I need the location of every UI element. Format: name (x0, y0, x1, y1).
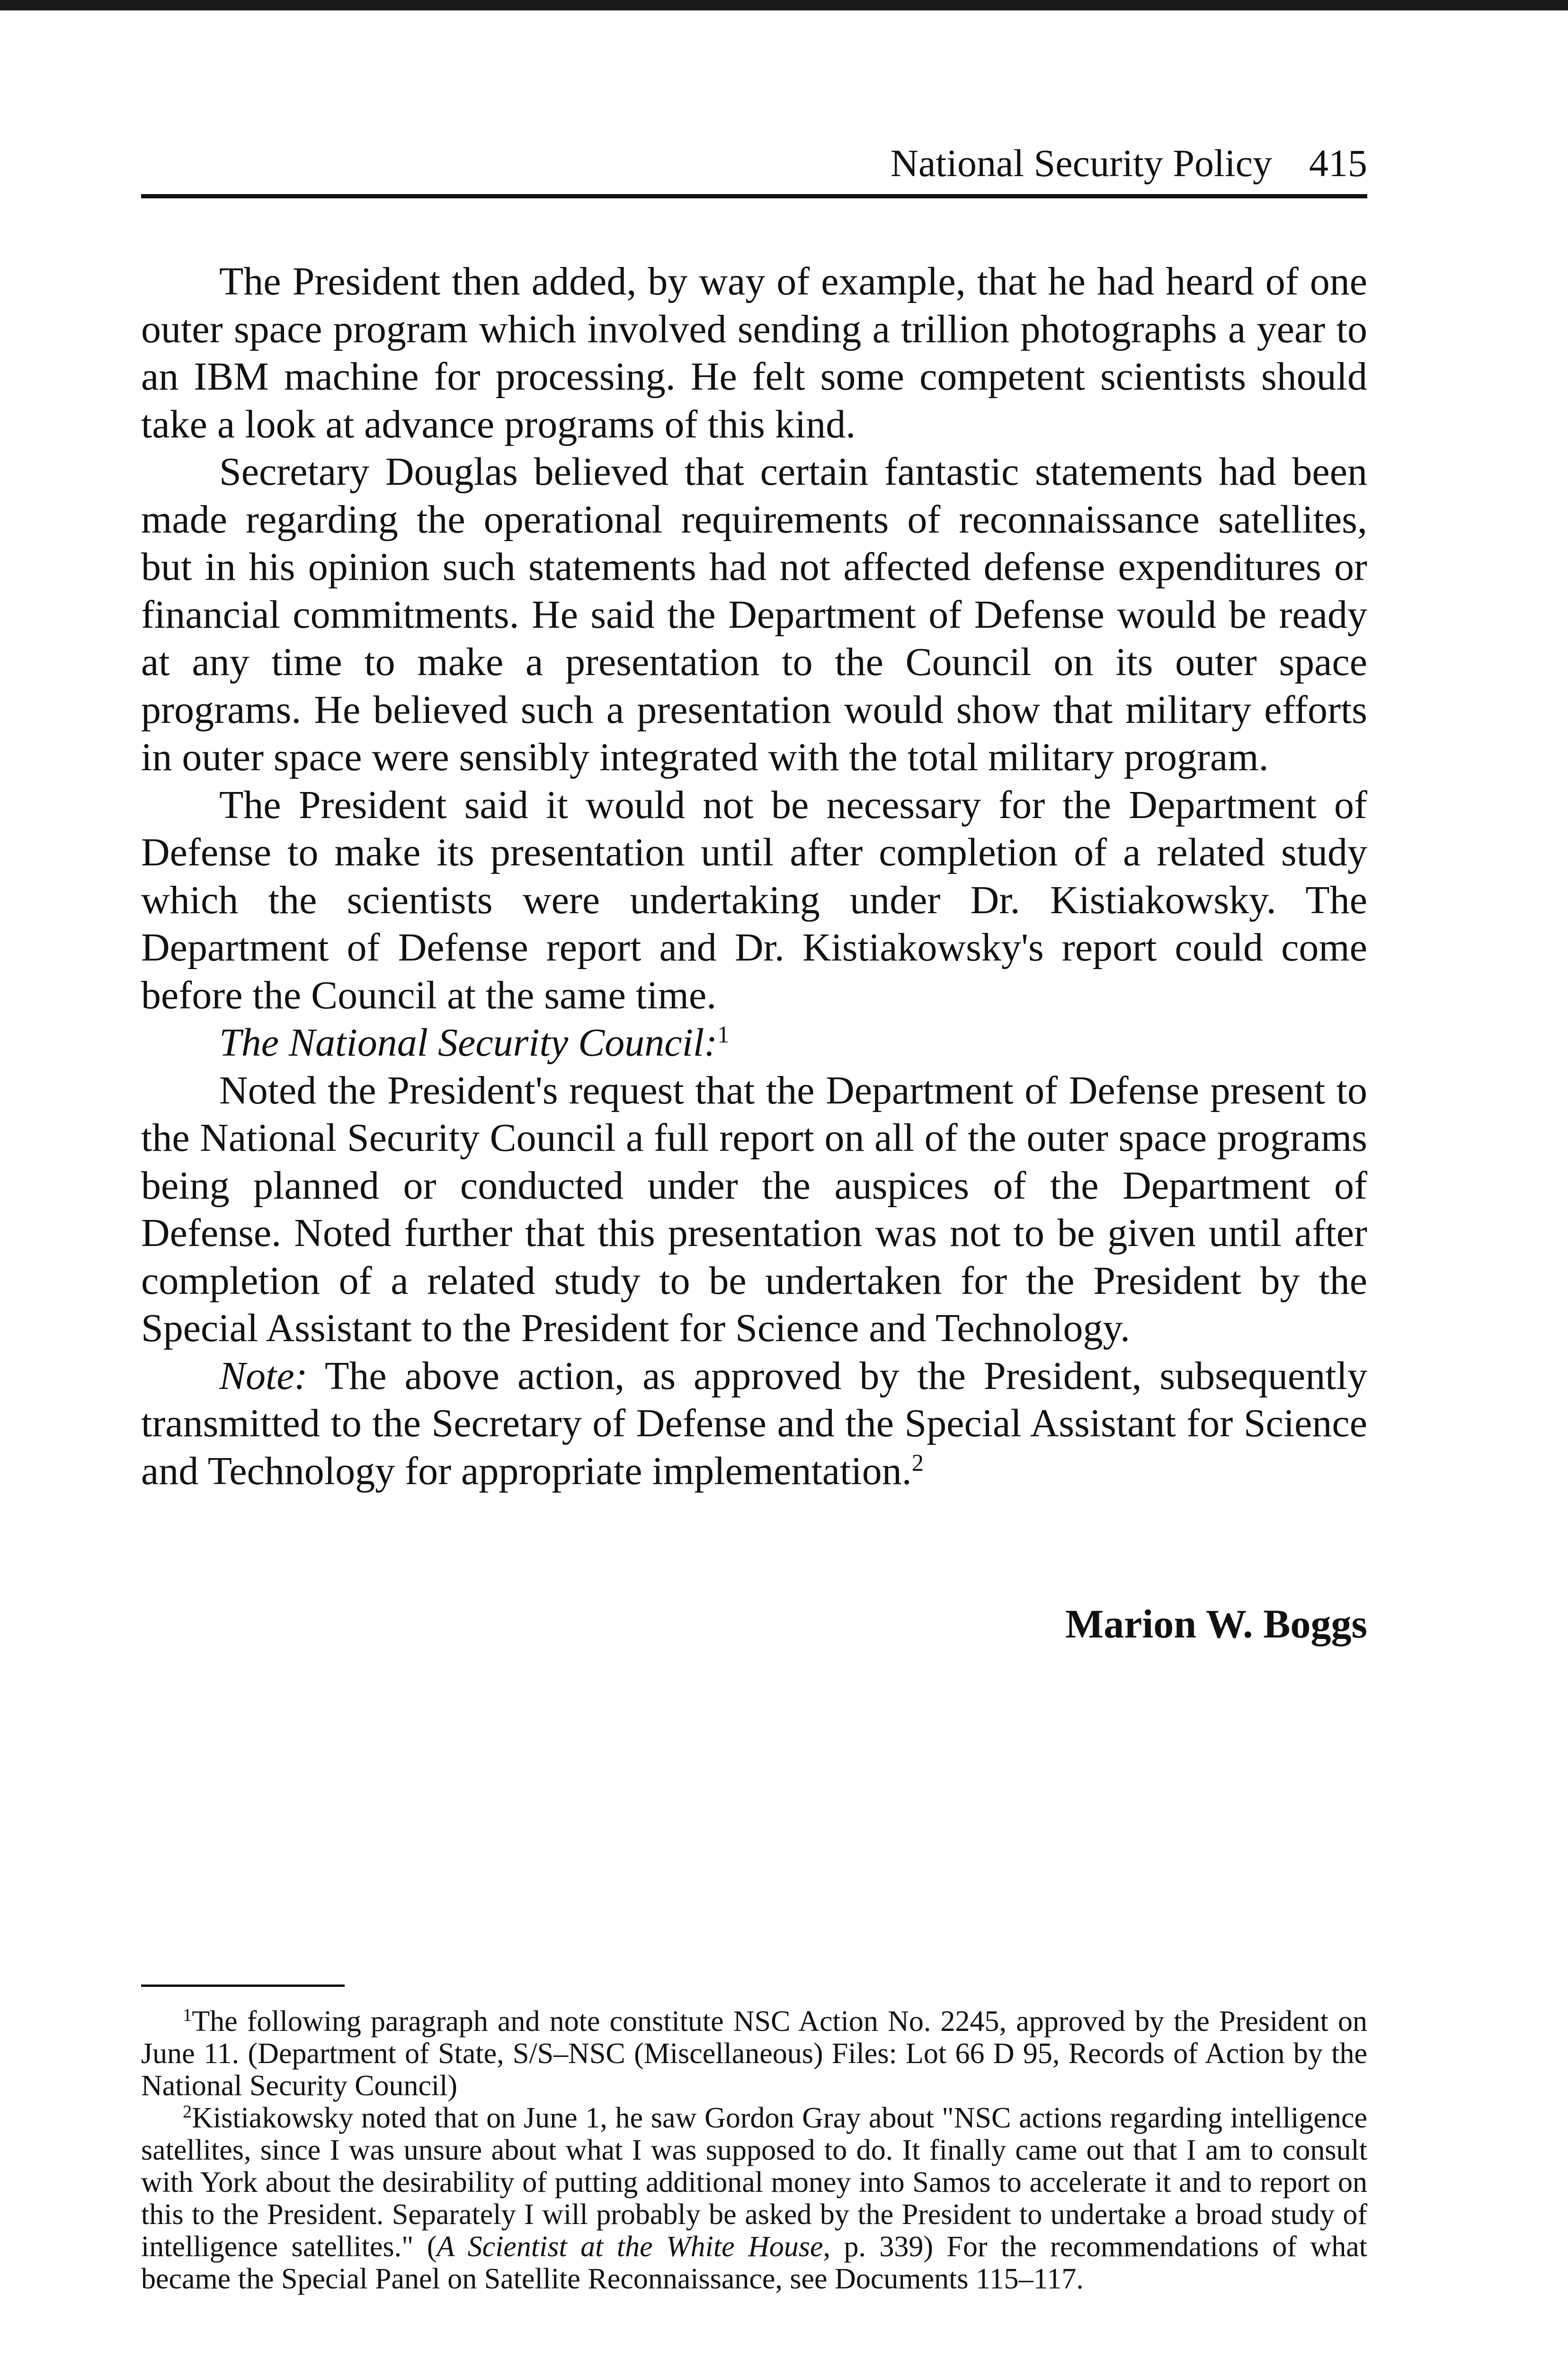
footnote-2-text-a: Kistiakowsky noted that on June 1, he saw Gordon Gray about "NSC actions regarding intelligence satellites, since I was unsure about what I was supposed to do. It finally came out that I am to consult with York about the desirability of putting additional money into Samos to accelerate it and to report on this to the President. Separately I will probably be asked by the President to undertake a broad study of intelligence satellites." ( (141, 2102, 1367, 2263)
signature: Marion W. Boggs (1065, 1601, 1367, 1646)
footnote-1-text: The following paragraph and note constitute NSC Action No. 2245, approved by the President on June 11. (Department of State, S/S–NSC (Miscellaneous) Files: Lot 66 D 95, Records of Action by the National Security Council) (141, 2005, 1367, 2102)
footnotes (141, 2005, 1367, 2295)
paragraph-president-added: The President then added, by way of example, that he had heard of one outer space program which involved sending a trillion photographs a year to an IBM machine for processing. He felt some competent scientists should take a look at advance programs of this kind. (141, 259, 1367, 446)
note-text: The above action, as approved by the President, subsequently transmitted to the Secretary of Defense and the Special Assistant for Science and Technology for appropriate implementation. (141, 1353, 1367, 1493)
action-caption (141, 1019, 1367, 1067)
note-label: Note: (219, 1353, 308, 1398)
body-text (141, 258, 1367, 1495)
paragraph-noted-request: Noted the President's request that the Department of Defense present to the National Security Council a full report on all of the outer space programs being planned or conducted under the auspices of the Department of Defense. Noted further that this presentation was not to be given until after completion of a related study to be undertaken for the President by the Special Assistant to the President for Science and Technology. (141, 1068, 1367, 1350)
page-header (141, 137, 1367, 198)
running-head (891, 141, 1367, 186)
paragraph-secretary-douglas: Secretary Douglas believed that certain fantastic statements had been made regarding the operational requirements of reconnaissance satellites, but in his opinion such statements had not affected defense expenditures or financial commitments. He said the Department of Defense would be ready at any time to make a presentation to the Council on its outer space programs. He believed such a presentation would show that military efforts in outer space were sensibly integrated with the total military program. (141, 450, 1367, 779)
action-caption-text: The National Security Council: (219, 1021, 718, 1065)
running-title: National Security Policy (890, 142, 1272, 185)
footnote-1 (141, 2005, 1367, 2102)
footnote-divider (141, 1984, 345, 1987)
footnote-1-mark: 1 (183, 2005, 192, 2025)
footnote-2-text-b: , p. 339) For the recommendations of what became the Special Panel on Satellite Reconnaissance, see Documents 115–117. (141, 2231, 1367, 2295)
footnote-ref-1: 1 (717, 1021, 730, 1048)
footnote-2-book-title: A Scientist at the White House (437, 2231, 823, 2263)
paragraph-president-said: The President said it would not be necessary for the Department of Defense to make its presentation until after completion of a related study which the scientists were undertaking under Dr. Kistiakowsky. The Department of Defense report and Dr. Kistiakowsky's report could come before the Council at the same time. (141, 783, 1367, 1017)
footnote-ref-2: 2 (911, 1449, 924, 1476)
paragraph-note (141, 1353, 1367, 1495)
footnote-2 (141, 2102, 1367, 2295)
footnote-2-mark: 2 (183, 2101, 192, 2122)
page-top-edge (0, 0, 1568, 10)
page-number: 415 (1309, 142, 1367, 185)
